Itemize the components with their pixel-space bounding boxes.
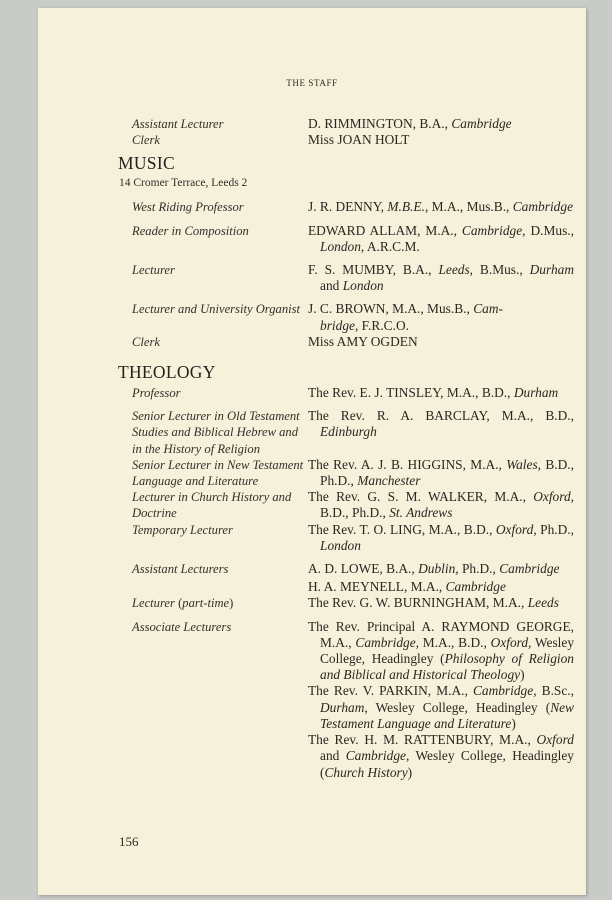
position-label: Reader in Composition (132, 223, 249, 238)
staff-list (119, 116, 574, 781)
staff-entry (119, 457, 574, 489)
staff-name: The Rev. G. W. BURNINGHAM, M.A., Leeds (308, 595, 559, 611)
staff-entry (119, 334, 574, 350)
department-address: 14 Cromer Terrace, Leeds 2 (119, 177, 248, 190)
position-label: Senior Lecturer in New Testament Language and Literature (132, 457, 304, 489)
staff-name: The Rev. V. PARKIN, M.A., Cambridge, B.Sc., Durham, Wesley College, Headingley (New Testament Language and Literature) (308, 683, 574, 731)
staff-name: The Rev. A. J. B. HIGGINS, M.A., Wales, B.D., Ph.D., Manchester (308, 456, 574, 489)
position-label: Assistant Lecturer (132, 117, 224, 131)
position-label: Associate Lecturers (132, 619, 232, 634)
page-number: 156 (119, 834, 139, 849)
staff-name: A. D. LOWE, B.A., Dublin, Ph.D., Cambridge (308, 561, 560, 577)
staff-name: Miss AMY OGDEN (308, 333, 418, 349)
staff-name: H. A. MEYNELL, M.A., Cambridge (308, 579, 506, 595)
staff-name: J. C. BROWN, M.A., Mus.B., Cam- bridge, F.R.C.O. (308, 301, 503, 333)
position-label: Lecturer in Church History and Doctrine (132, 490, 292, 521)
staff-entry (119, 408, 574, 457)
staff-name: The Rev. T. O. LING, M.A., B.D., Oxford, Ph.D., London (308, 521, 574, 553)
staff-entry (119, 561, 574, 577)
book-page (38, 8, 586, 895)
staff-entry (119, 116, 574, 132)
staff-entry (119, 522, 574, 554)
staff-name: EDWARD ALLAM, M.A., Cambridge, D.Mus., London, A.R.C.M. (308, 222, 574, 254)
position-label: Lecturer (132, 263, 175, 278)
staff-entry (119, 595, 574, 611)
staff-entry (119, 579, 574, 595)
position-label (119, 732, 308, 781)
staff-entry (119, 132, 574, 148)
staff-name: F. S. MUMBY, B.A., Leeds, B.Mus., Durham and London (308, 262, 575, 294)
position-label (119, 683, 308, 732)
staff-name: J. R. DENNY, M.B.E., M.A., Mus.B., Cambridge (308, 199, 574, 215)
position-label: Professor (132, 386, 181, 401)
staff-entry (119, 385, 574, 401)
position-label: Temporary Lecturer (132, 522, 233, 537)
staff-entry (119, 301, 574, 333)
staff-entry (119, 262, 574, 294)
staff-entry (119, 489, 574, 521)
department-heading-music: MUSIC (118, 153, 175, 174)
staff-entry (119, 619, 574, 684)
position-label: Clerk (132, 133, 160, 148)
running-head: THE STAFF (286, 78, 338, 88)
position-label: Clerk (132, 334, 160, 349)
staff-name: The Rev. E. J. TINSLEY, M.A., B.D., Durham (308, 385, 559, 401)
staff-entry (119, 223, 574, 255)
position-label: West Riding Professor (132, 200, 244, 215)
staff-entry (119, 732, 574, 781)
staff-name: D. RIMMINGTON, B.A., Cambridge (308, 116, 512, 131)
position-label: Lecturer and University Organist (132, 302, 301, 317)
staff-entry (119, 683, 574, 732)
position-label: Assistant Lecturers (132, 562, 229, 577)
position-label (119, 579, 308, 595)
staff-name: The Rev. G. S. M. WALKER, M.A., Oxford, B.D., Ph.D., St. Andrews (308, 489, 574, 521)
staff-name: The Rev. Principal A. RAYMOND GEORGE, M.A., Cambridge, M.A., B.D., Oxford, Wesley College, Headingley (Philosophy of Religion and Biblical and Historical Theology) (308, 618, 575, 683)
staff-entry (119, 199, 574, 215)
position-label: Senior Lecturer in Old Testament Studies and Biblical Hebrew and in the History of Religion (132, 409, 300, 456)
department-heading-theology: THEOLOGY (118, 362, 216, 383)
staff-name: The Rev. H. M. RATTENBURY, M.A., Oxford and Cambridge, Wesley College, Headingley (Church History) (308, 732, 574, 780)
staff-name: The Rev. R. A. BARCLAY, M.A., B.D., Edinburgh (308, 408, 574, 440)
staff-name: Miss JOAN HOLT (308, 132, 410, 148)
position-label: Lecturer (part-time) (132, 596, 234, 611)
